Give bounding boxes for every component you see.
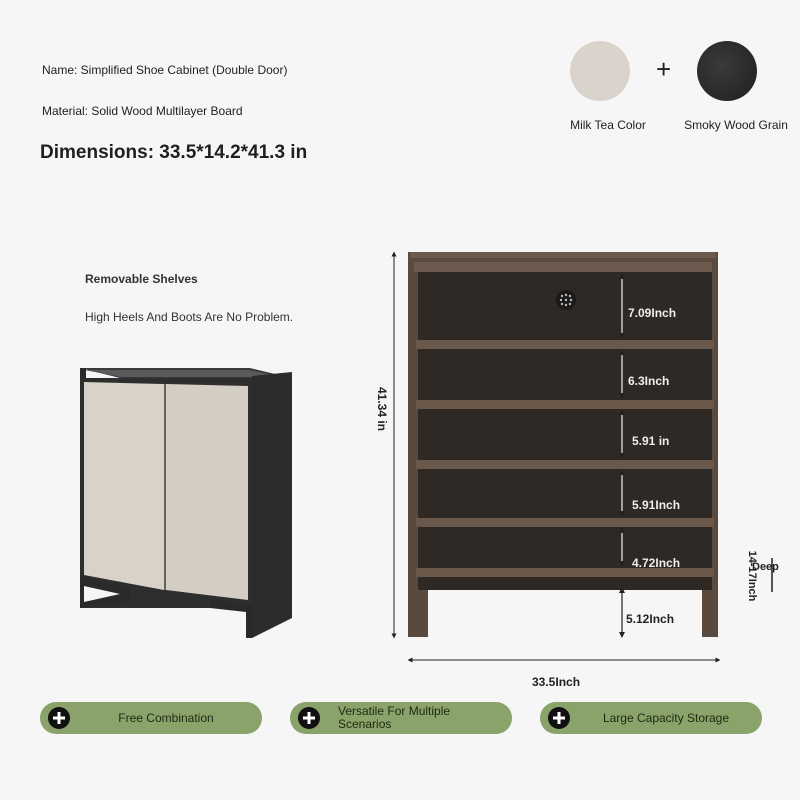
product-dimensions: Dimensions: 33.5*14.2*41.3 in: [40, 142, 308, 163]
feature-subtitle: High Heels And Boots Are No Problem.: [85, 310, 294, 324]
milk-tea-swatch[interactable]: [570, 41, 630, 101]
pill-free-combination[interactable]: [40, 702, 262, 734]
width-label: 33.5Inch: [532, 675, 581, 689]
shelf-gap-3: 5.91 in: [632, 434, 670, 448]
shelf-gap-1: 7.09Inch: [628, 306, 677, 320]
plus-circle-icon: [548, 707, 570, 729]
plus-circle-icon: [48, 707, 70, 729]
shelf-gap-2: 6.3Inch: [628, 374, 670, 388]
feature-title: Removable Shelves: [85, 272, 198, 286]
cabinet-right-door: [166, 384, 248, 600]
smoky-wood-label: Smoky Wood Grain: [684, 118, 788, 132]
depth-label: 14-17Inch: [746, 550, 758, 602]
closed-cabinet-image: [70, 360, 310, 650]
pill-label: Large Capacity Storage: [602, 710, 730, 725]
plus-icon: +: [656, 54, 672, 84]
deep-label: Deep: [752, 561, 779, 573]
pill-versatile-scenarios[interactable]: [290, 702, 512, 734]
milk-tea-label: Milk Tea Color: [570, 118, 646, 132]
shelf-gap-4: 5.91Inch: [632, 498, 681, 512]
product-material: Material: Solid Wood Multilayer Board: [42, 104, 243, 118]
pill-label: Free Combination: [118, 710, 214, 725]
cabinet-right-side: [252, 372, 292, 638]
smoky-wood-swatch[interactable]: [697, 41, 757, 101]
open-shelf-cabinet-image: [380, 240, 800, 700]
pill-label: Versatile For Multiple Scenarios: [338, 704, 451, 731]
height-label: 41.34 in: [375, 386, 389, 432]
pill-large-capacity[interactable]: [540, 702, 762, 734]
shelf-gap-5: 4.72Inch: [632, 556, 681, 570]
shelf-gap-6: 5.12Inch: [626, 612, 675, 626]
plus-circle-icon: [298, 707, 320, 729]
cabinet-left-door: [84, 382, 164, 590]
product-name: Name: Simplified Shoe Cabinet (Double Door): [42, 63, 288, 77]
